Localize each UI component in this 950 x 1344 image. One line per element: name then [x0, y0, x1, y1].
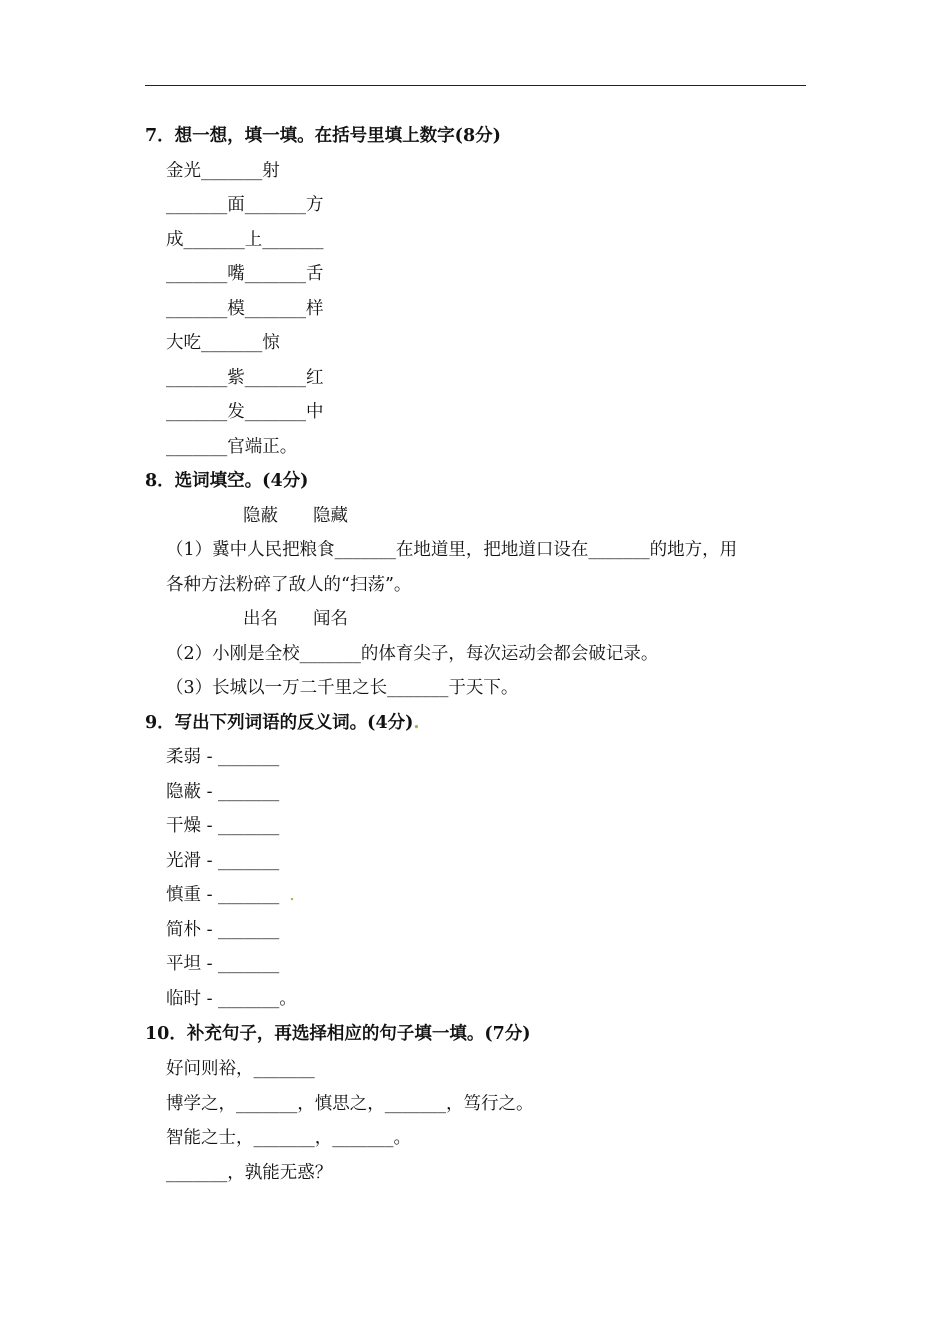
q8-sentence-1b: 各种方法粉碎了敌人的“扫荡”。 — [166, 575, 412, 595]
q8-options-2: 出名 闻名 — [243, 609, 348, 629]
q8-sentence-1a: （1）冀中人民把粮食_______在地道里，把地道口设在_______的地方，用 — [166, 540, 738, 560]
q7-item: _______紫_______红 — [166, 368, 324, 388]
q10-item: 好问则裕，_______ — [166, 1059, 315, 1079]
q9-title-dot: . — [413, 713, 420, 733]
q9-item: 平坦 - _______ — [166, 954, 280, 974]
q10-item: 智能之士，_______，_______。 — [166, 1128, 411, 1148]
q7-title: 7．想一想，填一填。在括号里填上数字(8分) — [145, 126, 501, 146]
q8-title: 8．选词填空。(4分) — [145, 471, 309, 491]
header-rule — [145, 85, 806, 86]
q7-item: _______发_______中 — [166, 402, 324, 422]
q7-item: _______面_______方 — [166, 195, 324, 215]
q7-item: _______嘴_______舌 — [166, 264, 324, 284]
q9-item: 临时 - _______。 — [166, 989, 297, 1009]
q9-item: 干燥 - _______ — [166, 816, 280, 836]
q9-item: 柔弱 - _______ — [166, 747, 280, 767]
q7-item: _______模_______样 — [166, 299, 324, 319]
q10-title: 10．补充句子，再选择相应的句子填一填。(7分) — [145, 1024, 531, 1044]
q10-item: _______，孰能无惑？ — [166, 1163, 333, 1183]
q9-item — [166, 883, 295, 907]
q9-title-text: 9．写出下列词语的反义词。(4分) — [145, 713, 414, 733]
q8-sentence-2: （2）小刚是全校_______的体育尖子，每次运动会都会破记录。 — [166, 644, 659, 664]
q7-item: 成_______上_______ — [166, 230, 324, 250]
q9-item-text: 慎重 - _______ — [166, 885, 280, 905]
q7-item: _______官端正。 — [166, 437, 298, 457]
q9-item-dot: . — [289, 885, 295, 905]
q8-sentence-3: （3）长城以一万二千里之长_______于天下。 — [166, 678, 519, 698]
q10-item: 博学之，_______，慎思之，_______，笃行之。 — [166, 1094, 534, 1114]
q9-item: 光滑 - _______ — [166, 851, 280, 871]
q9-item: 隐蔽 - _______ — [166, 782, 280, 802]
q7-item: 大吃_______惊 — [166, 333, 280, 353]
q7-item: 金光_______射 — [166, 161, 280, 181]
q8-options-1: 隐蔽 隐藏 — [243, 506, 348, 526]
q9-title — [145, 711, 420, 735]
q9-item: 简朴 - _______ — [166, 920, 280, 940]
